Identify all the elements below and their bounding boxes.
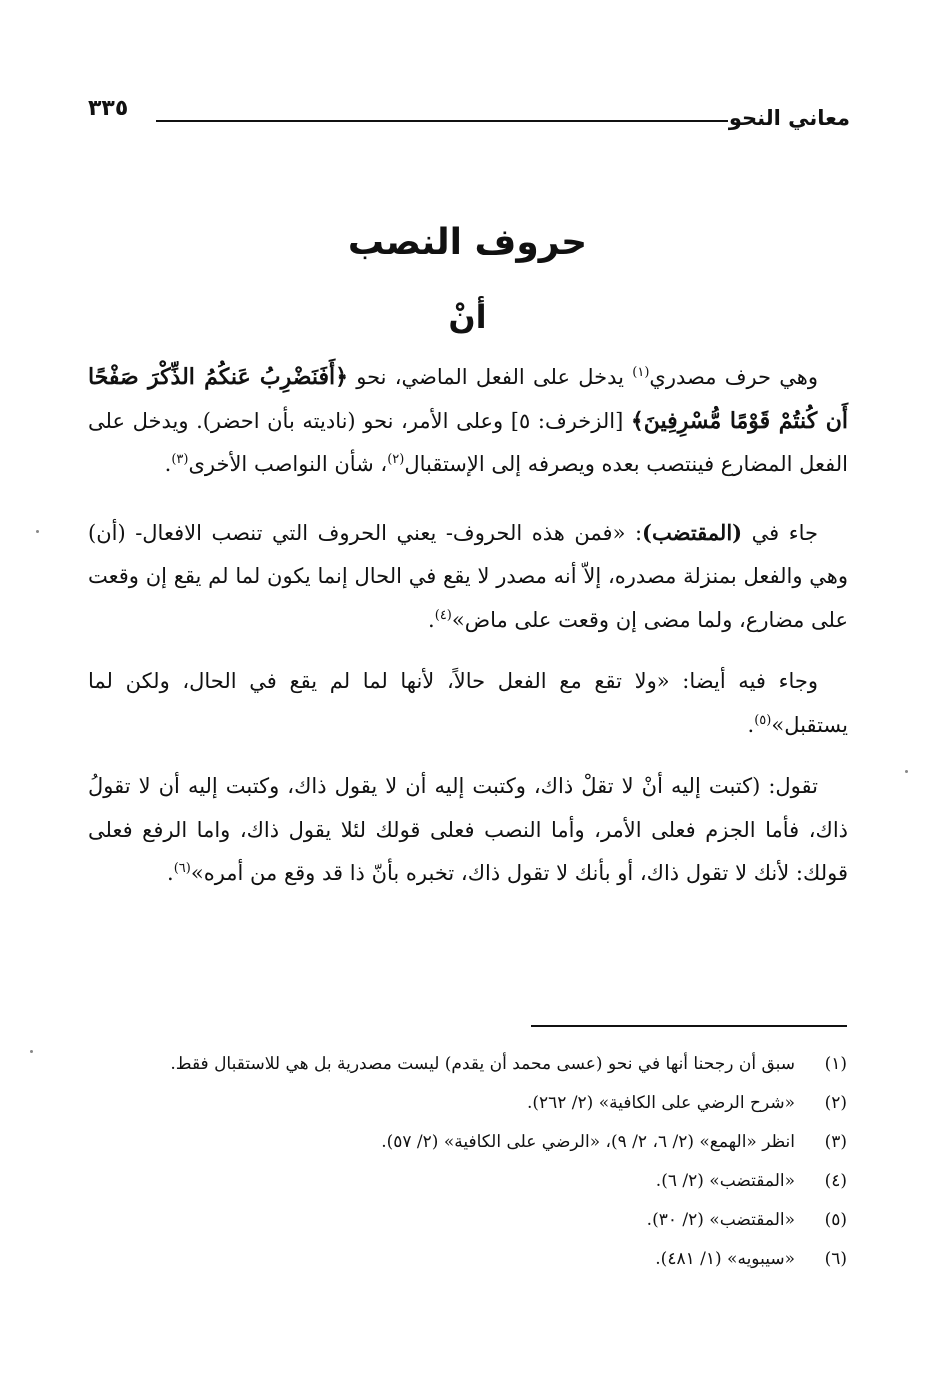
- book-name-bold: (المقتضب): [642, 519, 743, 545]
- footnote-number: (٤): [824, 1171, 847, 1191]
- book-title: معاني النحو: [728, 106, 850, 130]
- text-run: تقول: (كتبت إليه أنْ لا تقلْ ذاك، وكتبت إليه أن لا يقول ذاك، وكتبت إليه أن لا تقولُ ذاك، فأما الجزم فعلى الأمر، وأما النصب فعلى قولك لئلا يقول ذاك، واما الرفع فعلى قولك: لأنك لا تقول ذاك، أو بأنك لا تقول ذاك، تخبره بأنّ ذا قد وقع من أمره»: [88, 774, 848, 885]
- scan-speck: [36, 530, 39, 533]
- paragraph-4: [88, 765, 848, 896]
- text-run: يدخل على الفعل الماضي، نحو: [348, 365, 633, 389]
- footnote-text: «شرح الرضي على الكافية» (٢/ ٢٦٢).: [526, 1093, 795, 1113]
- paragraph-2: [88, 511, 848, 643]
- footnote-item: [87, 1240, 847, 1279]
- text-run: [الزخرف: ٥] وعلى الأمر، نحو (ناديته بأن احضر). ويدخل على الفعل المضارع فينتصب بعده ويصرفه إلى الإستقبال: [88, 408, 848, 476]
- footnote-ref-1: (١): [632, 365, 650, 380]
- footnote-item: [87, 1201, 847, 1240]
- footnote-text: انظر «الهمع» (٢/ ٦، ٢/ ٩)، «الرضي على الكافية» (٢/ ٥٧).: [381, 1132, 795, 1152]
- footnote-ref-2: (٢): [387, 452, 405, 467]
- footnote-text: سبق أن رجحنا أنها في نحو (عسى محمد أن يقدم) ليست مصدرية بل هي للاستقبال فقط.: [170, 1054, 795, 1074]
- footnote-separator: [531, 1025, 847, 1027]
- footnote-item: [87, 1084, 847, 1123]
- text-run: وجاء فيه أيضا: «ولا تقع مع الفعل حالاً، لأنها لما لم يقع في الحال، ولكن لما يستقبل»: [88, 669, 848, 737]
- footnote-text: «سيبويه» (١/ ٤٨١).: [655, 1249, 795, 1269]
- footnote-ref-5: (٥): [754, 712, 772, 728]
- text-run: .: [428, 607, 435, 632]
- text-run: جاء في: [742, 520, 818, 545]
- footnote-text: «المقتضب» (٢/ ٣٠).: [646, 1210, 795, 1230]
- main-text: [88, 356, 848, 914]
- text-run: : «فمن هذه الحروف- يعني الحروف التي تنصب الافعال- (أن) وهي والفعل بمنزلة مصدره، إلاّ أنه مصدر لا يقع في الحال إنما يكون لما لم يقع إن وقعت على مضارع، ولما مضى إن وقعت على ماض»: [88, 520, 848, 632]
- footnotes: [87, 1045, 847, 1279]
- paragraph-1: [88, 356, 848, 487]
- text-run: .: [164, 452, 172, 476]
- footnote-number: (١): [824, 1054, 847, 1074]
- footnote-number: (٢): [824, 1093, 847, 1113]
- footnote-number: (٦): [824, 1249, 847, 1269]
- footnote-ref-3: (٣): [171, 452, 189, 467]
- footnote-number: (٣): [824, 1132, 847, 1152]
- running-header: [88, 96, 850, 136]
- scan-speck: [30, 1050, 33, 1053]
- text-run: .: [167, 861, 174, 885]
- text-run: ، شأن النواصب الأخرى: [188, 452, 388, 476]
- header-rule: [156, 120, 728, 122]
- footnote-ref-6: (٦): [173, 861, 191, 876]
- footnote-item: [87, 1045, 847, 1084]
- footnote-ref-4: (٤): [434, 607, 452, 623]
- chapter-title: حروف النصب: [347, 222, 588, 263]
- footnote-item: [87, 1123, 847, 1162]
- text-run: وهي حرف مصدري: [649, 365, 818, 389]
- quran-verse: ﴿أَفَنَضْرِبُ عَنكُمُ الذِّكْرَ صَفْحًا أَن كُنتُمْ قَوْمًا مُّسْرِفِينَ﴾: [88, 364, 849, 434]
- footnote-item: [87, 1162, 847, 1201]
- footnote-text: «المقتضب» (٢/ ٦).: [655, 1171, 795, 1191]
- paragraph-3: [88, 660, 848, 747]
- page-number: ٣٣٥: [88, 96, 129, 121]
- text-run: .: [747, 712, 755, 737]
- section-title: أنْ: [448, 298, 487, 336]
- scan-speck: [905, 770, 908, 773]
- footnote-number: (٥): [824, 1210, 847, 1230]
